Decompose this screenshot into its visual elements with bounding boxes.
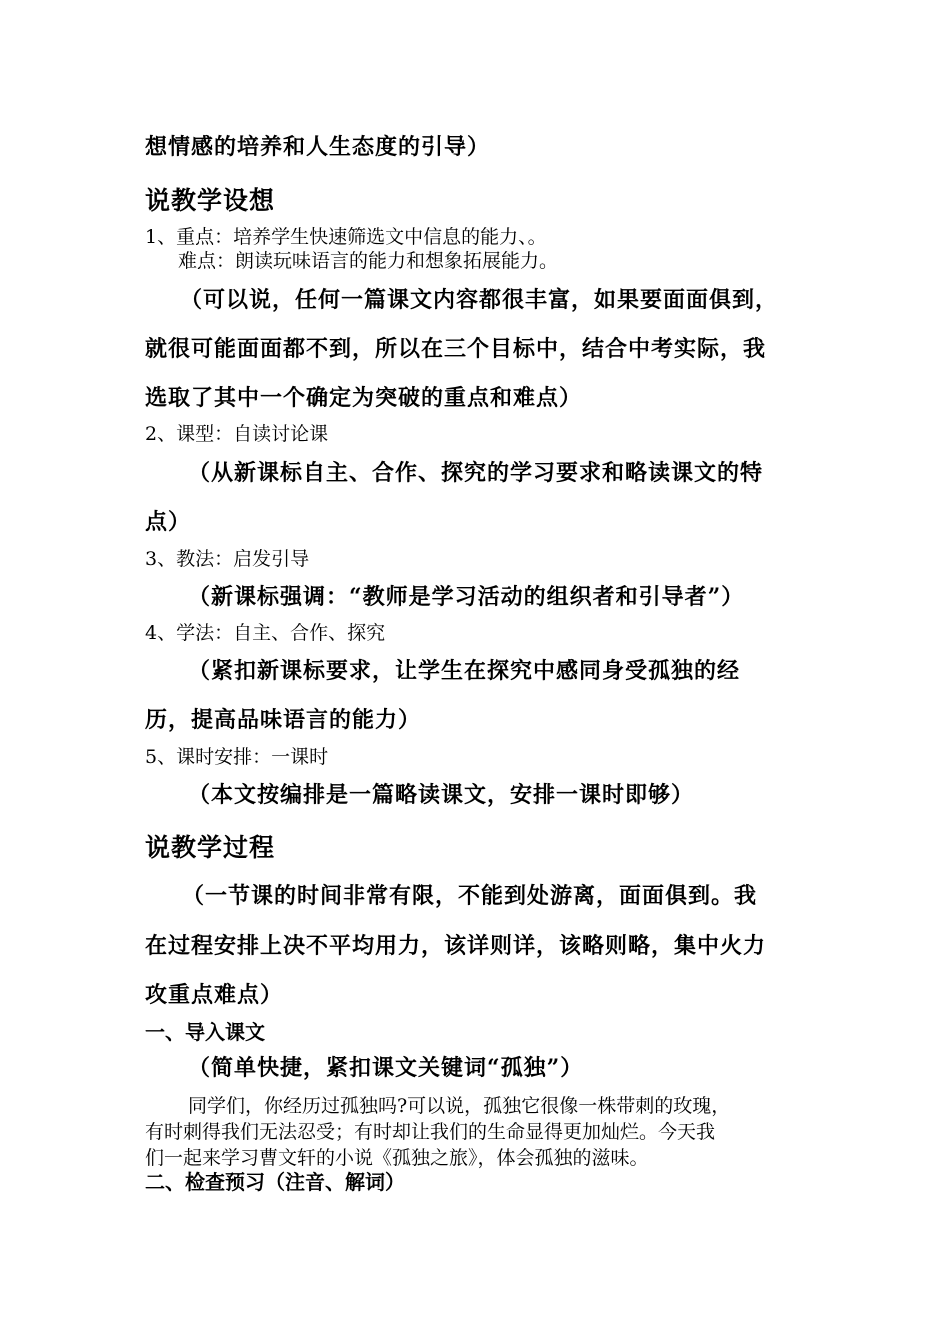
text-line: 选取了其中一个确定为突破的重点和难点） <box>145 385 583 411</box>
text-line: （本文按编排是一篇略读课文，安排一课时即够） <box>188 782 695 808</box>
text-line: 同学们，你经历过孤独吗?可以说，孤独它很像一株带刺的玫瑰， <box>188 1095 731 1117</box>
text-line: 4、学法：自主、合作、探究 <box>145 622 386 644</box>
text-line: 2、课型：自读讨论课 <box>145 423 329 445</box>
text-line: 就很可能面面都不到，所以在三个目标中，结合中考实际，我 <box>145 336 767 362</box>
text-line: 在过程安排上决不平均用力，该详则详，该略则略，集中火力 <box>145 933 767 959</box>
text-line: 历，提高品味语言的能力） <box>145 707 422 733</box>
text-line: 有时刺得我们无法忍受；有时却让我们的生命显得更加灿烂。今天我 <box>145 1121 716 1143</box>
text-line: 1、重点：培养学生快速筛选文中信息的能力、。 <box>145 226 547 248</box>
text-line: 攻重点难点） <box>145 982 284 1008</box>
text-line: 们一起来学习曹文轩的小说《孤独之旅》，体会孤独的滋味。 <box>145 1147 649 1169</box>
text-line: （一节课的时间非常有限，不能到处游离，面面俱到。我 <box>182 883 758 909</box>
text-line: 点） <box>145 509 192 535</box>
text-line: （可以说，任何一篇课文内容都很丰富，如果要面面俱到， <box>180 287 779 313</box>
text-line: （从新课标自主、合作、探究的学习要求和略读课文的特 <box>188 460 764 486</box>
text-line: 5、课时安排：一课时 <box>145 746 329 768</box>
section-heading: 说教学过程 <box>145 833 276 862</box>
text-line: （紧扣新课标要求，让学生在探究中感同身受孤独的经 <box>188 658 741 684</box>
section-heading: 说教学设想 <box>145 186 276 215</box>
text-line: 二、检查预习（注音、解词） <box>145 1170 405 1194</box>
text-line: （简单快捷，紧扣课文关键词“孤独”） <box>188 1055 584 1081</box>
text-line: 3、教法：启发引导 <box>145 548 310 570</box>
text-line: 想情感的培养和人生态度的引导） <box>145 134 491 160</box>
text-line: 难点：朗读玩味语言的能力和想象拓展能力。 <box>178 250 559 272</box>
text-line: （新课标强调：“教师是学习活动的组织者和引导者”） <box>188 584 745 610</box>
text-line: 一、导入课文 <box>145 1020 265 1044</box>
